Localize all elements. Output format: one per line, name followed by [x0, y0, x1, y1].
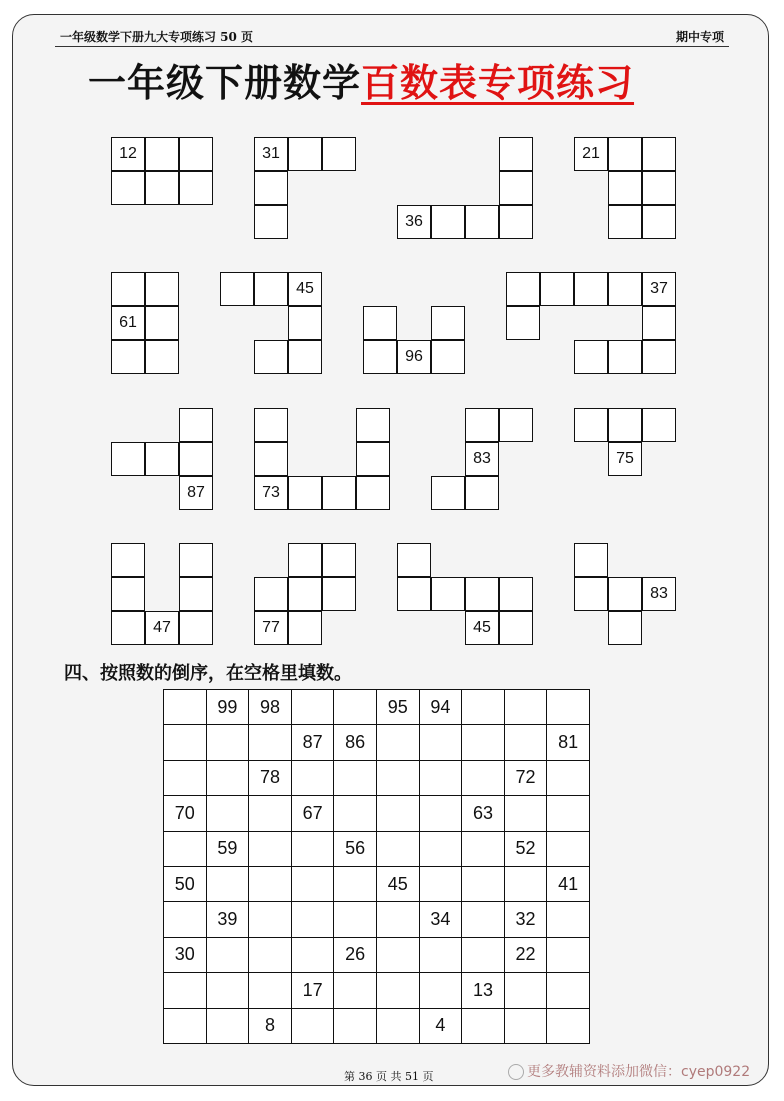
- blank-cell[interactable]: [206, 866, 249, 901]
- blank-cell[interactable]: [397, 577, 431, 611]
- blank-cell[interactable]: [111, 577, 145, 611]
- blank-cell[interactable]: [334, 866, 377, 901]
- blank-cell[interactable]: [249, 973, 292, 1008]
- blank-cell[interactable]: [334, 690, 377, 725]
- blank-cell[interactable]: [608, 577, 642, 611]
- blank-cell[interactable]: [547, 902, 590, 937]
- blank-cell[interactable]: [462, 902, 505, 937]
- blank-cell[interactable]: [608, 611, 642, 645]
- blank-cell[interactable]: [462, 866, 505, 901]
- blank-cell[interactable]: [145, 272, 179, 306]
- given-number-cell: 4: [419, 1008, 462, 1043]
- blank-cell[interactable]: [249, 866, 292, 901]
- given-number-cell: 83: [465, 442, 499, 476]
- blank-cell[interactable]: [363, 306, 397, 340]
- given-number-cell: 78: [249, 760, 292, 795]
- given-number-cell: 37: [642, 272, 676, 306]
- blank-cell[interactable]: [608, 272, 642, 306]
- given-number-cell: 32: [504, 902, 547, 937]
- blank-cell[interactable]: [164, 831, 207, 866]
- blank-cell[interactable]: [164, 973, 207, 1008]
- given-number-cell: 86: [334, 725, 377, 760]
- blank-cell[interactable]: [111, 611, 145, 645]
- blank-cell[interactable]: [220, 272, 254, 306]
- blank-cell[interactable]: [462, 937, 505, 972]
- given-number-cell: 98: [249, 690, 292, 725]
- blank-cell[interactable]: [419, 831, 462, 866]
- blank-cell[interactable]: [249, 831, 292, 866]
- blank-cell[interactable]: [376, 796, 419, 831]
- grid-row: [164, 725, 590, 760]
- blank-cell[interactable]: [111, 171, 145, 205]
- given-number-cell: 59: [206, 831, 249, 866]
- given-number-cell: 70: [164, 796, 207, 831]
- given-number-cell: 13: [462, 973, 505, 1008]
- blank-cell[interactable]: [206, 760, 249, 795]
- blank-cell[interactable]: [462, 725, 505, 760]
- blank-cell[interactable]: [288, 543, 322, 577]
- blank-cell[interactable]: [288, 306, 322, 340]
- blank-cell[interactable]: [111, 543, 145, 577]
- page-title: [88, 52, 634, 107]
- grid-row: [164, 973, 590, 1008]
- page-footer: 第 36 页 共 51 页: [344, 1070, 434, 1083]
- blank-cell[interactable]: [376, 1008, 419, 1043]
- blank-cell[interactable]: [288, 611, 322, 645]
- given-number-cell: 31: [254, 137, 288, 171]
- blank-cell[interactable]: [291, 937, 334, 972]
- blank-cell[interactable]: [291, 690, 334, 725]
- blank-cell[interactable]: [254, 205, 288, 239]
- blank-cell[interactable]: [164, 690, 207, 725]
- given-number-cell: 34: [419, 902, 462, 937]
- blank-cell[interactable]: [506, 306, 540, 340]
- blank-cell[interactable]: [356, 442, 390, 476]
- blank-cell[interactable]: [111, 442, 145, 476]
- blank-cell[interactable]: [465, 577, 499, 611]
- blank-cell[interactable]: [465, 408, 499, 442]
- blank-cell[interactable]: [574, 543, 608, 577]
- blank-cell[interactable]: [322, 137, 356, 171]
- blank-cell[interactable]: [254, 408, 288, 442]
- grid-row: [164, 902, 590, 937]
- given-number-cell: 45: [376, 866, 419, 901]
- blank-cell[interactable]: [145, 137, 179, 171]
- given-number-cell: 30: [164, 937, 207, 972]
- blank-cell[interactable]: [499, 171, 533, 205]
- blank-cell[interactable]: [608, 137, 642, 171]
- reverse-number-grid: [163, 689, 590, 1044]
- blank-cell[interactable]: [376, 760, 419, 795]
- blank-cell[interactable]: [504, 796, 547, 831]
- blank-cell[interactable]: [419, 760, 462, 795]
- blank-cell[interactable]: [334, 796, 377, 831]
- blank-cell[interactable]: [291, 866, 334, 901]
- header-divider: [55, 46, 729, 47]
- section-title: 四、按照数的倒序，在空格里填数。: [64, 663, 352, 684]
- blank-cell[interactable]: [164, 725, 207, 760]
- blank-cell[interactable]: [547, 937, 590, 972]
- given-number-cell: 94: [419, 690, 462, 725]
- blank-cell[interactable]: [322, 577, 356, 611]
- blank-cell[interactable]: [547, 973, 590, 1008]
- blank-cell[interactable]: [249, 796, 292, 831]
- blank-cell[interactable]: [249, 902, 292, 937]
- blank-cell[interactable]: [504, 973, 547, 1008]
- blank-cell[interactable]: [145, 442, 179, 476]
- blank-cell[interactable]: [642, 408, 676, 442]
- given-number-cell: 67: [291, 796, 334, 831]
- blank-cell[interactable]: [574, 577, 608, 611]
- blank-cell[interactable]: [206, 1008, 249, 1043]
- blank-cell[interactable]: [249, 725, 292, 760]
- blank-cell[interactable]: [356, 476, 390, 510]
- given-number-cell: 17: [291, 973, 334, 1008]
- blank-cell[interactable]: [608, 205, 642, 239]
- given-number-cell: 77: [254, 611, 288, 645]
- blank-cell[interactable]: [164, 1008, 207, 1043]
- blank-cell[interactable]: [504, 1008, 547, 1043]
- given-number-cell: 95: [376, 690, 419, 725]
- blank-cell[interactable]: [499, 137, 533, 171]
- watermark-text: 更多教辅资料添加微信：cyep0922: [527, 1064, 751, 1080]
- blank-cell[interactable]: [254, 442, 288, 476]
- blank-cell[interactable]: [608, 340, 642, 374]
- blank-cell[interactable]: [547, 831, 590, 866]
- given-number-cell: 56: [334, 831, 377, 866]
- blank-cell[interactable]: [288, 340, 322, 374]
- blank-cell[interactable]: [254, 340, 288, 374]
- blank-cell[interactable]: [334, 1008, 377, 1043]
- blank-cell[interactable]: [376, 902, 419, 937]
- blank-cell[interactable]: [376, 831, 419, 866]
- wechat-icon: [508, 1064, 524, 1080]
- blank-cell[interactable]: [179, 408, 213, 442]
- blank-cell[interactable]: [254, 272, 288, 306]
- given-number-cell: 41: [547, 866, 590, 901]
- given-number-cell: 22: [504, 937, 547, 972]
- blank-cell[interactable]: [419, 866, 462, 901]
- given-number-cell: 81: [547, 725, 590, 760]
- blank-cell[interactable]: [419, 796, 462, 831]
- given-number-cell: 72: [504, 760, 547, 795]
- header-left: 一年级数学下册九大专项练习 50 页: [60, 30, 254, 44]
- blank-cell[interactable]: [179, 442, 213, 476]
- blank-cell[interactable]: [499, 577, 533, 611]
- title-red: 百数表专项练习: [361, 61, 635, 105]
- given-number-cell: 12: [111, 137, 145, 171]
- blank-cell[interactable]: [291, 760, 334, 795]
- blank-cell[interactable]: [642, 171, 676, 205]
- blank-cell[interactable]: [254, 577, 288, 611]
- blank-cell[interactable]: [540, 272, 574, 306]
- blank-cell[interactable]: [504, 866, 547, 901]
- blank-cell[interactable]: [291, 831, 334, 866]
- given-number-cell: 50: [164, 866, 207, 901]
- blank-cell[interactable]: [608, 171, 642, 205]
- given-number-cell: 83: [642, 577, 676, 611]
- blank-cell[interactable]: [288, 137, 322, 171]
- blank-cell[interactable]: [288, 577, 322, 611]
- blank-cell[interactable]: [249, 937, 292, 972]
- blank-cell[interactable]: [334, 973, 377, 1008]
- blank-cell[interactable]: [179, 171, 213, 205]
- given-number-cell: 39: [206, 902, 249, 937]
- blank-cell[interactable]: [397, 543, 431, 577]
- blank-cell[interactable]: [164, 760, 207, 795]
- blank-cell[interactable]: [288, 476, 322, 510]
- grid-row: [164, 690, 590, 725]
- grid-row: [164, 1008, 590, 1043]
- blank-cell[interactable]: [376, 937, 419, 972]
- given-number-cell: 45: [465, 611, 499, 645]
- blank-cell[interactable]: [642, 205, 676, 239]
- blank-cell[interactable]: [574, 272, 608, 306]
- blank-cell[interactable]: [145, 340, 179, 374]
- blank-cell[interactable]: [111, 272, 145, 306]
- blank-cell[interactable]: [291, 1008, 334, 1043]
- blank-cell[interactable]: [206, 796, 249, 831]
- blank-cell[interactable]: [465, 476, 499, 510]
- blank-cell[interactable]: [164, 902, 207, 937]
- given-number-cell: 96: [397, 340, 431, 374]
- blank-cell[interactable]: [145, 306, 179, 340]
- given-number-cell: 75: [608, 442, 642, 476]
- blank-cell[interactable]: [431, 476, 465, 510]
- blank-cell[interactable]: [462, 690, 505, 725]
- blank-cell[interactable]: [431, 340, 465, 374]
- given-number-cell: 45: [288, 272, 322, 306]
- blank-cell[interactable]: [334, 760, 377, 795]
- blank-cell[interactable]: [462, 760, 505, 795]
- blank-cell[interactable]: [376, 973, 419, 1008]
- grid-row: [164, 760, 590, 795]
- given-number-cell: 8: [249, 1008, 292, 1043]
- blank-cell[interactable]: [419, 725, 462, 760]
- blank-cell[interactable]: [506, 272, 540, 306]
- blank-cell[interactable]: [504, 725, 547, 760]
- given-number-cell: 63: [462, 796, 505, 831]
- grid-row: [164, 796, 590, 831]
- blank-cell[interactable]: [179, 543, 213, 577]
- blank-cell[interactable]: [462, 831, 505, 866]
- blank-cell[interactable]: [179, 137, 213, 171]
- blank-cell[interactable]: [462, 1008, 505, 1043]
- given-number-cell: 21: [574, 137, 608, 171]
- blank-cell[interactable]: [504, 690, 547, 725]
- given-number-cell: 52: [504, 831, 547, 866]
- blank-cell[interactable]: [322, 476, 356, 510]
- blank-cell[interactable]: [547, 690, 590, 725]
- given-number-cell: 61: [111, 306, 145, 340]
- given-number-cell: 99: [206, 690, 249, 725]
- blank-cell[interactable]: [206, 973, 249, 1008]
- blank-cell[interactable]: [642, 340, 676, 374]
- blank-cell[interactable]: [206, 725, 249, 760]
- blank-cell[interactable]: [179, 611, 213, 645]
- blank-cell[interactable]: [419, 973, 462, 1008]
- given-number-cell: 87: [291, 725, 334, 760]
- blank-cell[interactable]: [431, 306, 465, 340]
- blank-cell[interactable]: [419, 937, 462, 972]
- blank-cell[interactable]: [363, 340, 397, 374]
- blank-cell[interactable]: [547, 796, 590, 831]
- blank-cell[interactable]: [179, 577, 213, 611]
- given-number-cell: 26: [334, 937, 377, 972]
- blank-cell[interactable]: [376, 725, 419, 760]
- blank-cell[interactable]: [111, 340, 145, 374]
- watermark: [508, 1061, 750, 1081]
- blank-cell[interactable]: [499, 611, 533, 645]
- blank-cell[interactable]: [574, 408, 608, 442]
- header-right: 期中专项: [675, 30, 724, 44]
- blank-cell[interactable]: [431, 577, 465, 611]
- blank-cell[interactable]: [334, 902, 377, 937]
- blank-cell[interactable]: [206, 937, 249, 972]
- given-number-cell: 36: [397, 205, 431, 239]
- blank-cell[interactable]: [465, 205, 499, 239]
- blank-cell[interactable]: [431, 205, 465, 239]
- title-black: 一年级下册数学: [88, 61, 362, 105]
- grid-row: [164, 831, 590, 866]
- blank-cell[interactable]: [499, 205, 533, 239]
- grid-row: [164, 866, 590, 901]
- blank-cell[interactable]: [642, 137, 676, 171]
- blank-cell[interactable]: [547, 1008, 590, 1043]
- blank-cell[interactable]: [547, 760, 590, 795]
- given-number-cell: 87: [179, 476, 213, 510]
- blank-cell[interactable]: [608, 408, 642, 442]
- given-number-cell: 47: [145, 611, 179, 645]
- grid-row: [164, 937, 590, 972]
- blank-cell[interactable]: [291, 902, 334, 937]
- blank-cell[interactable]: [642, 306, 676, 340]
- blank-cell[interactable]: [145, 171, 179, 205]
- blank-cell[interactable]: [356, 408, 390, 442]
- given-number-cell: 73: [254, 476, 288, 510]
- blank-cell[interactable]: [254, 171, 288, 205]
- blank-cell[interactable]: [574, 340, 608, 374]
- blank-cell[interactable]: [499, 408, 533, 442]
- blank-cell[interactable]: [322, 543, 356, 577]
